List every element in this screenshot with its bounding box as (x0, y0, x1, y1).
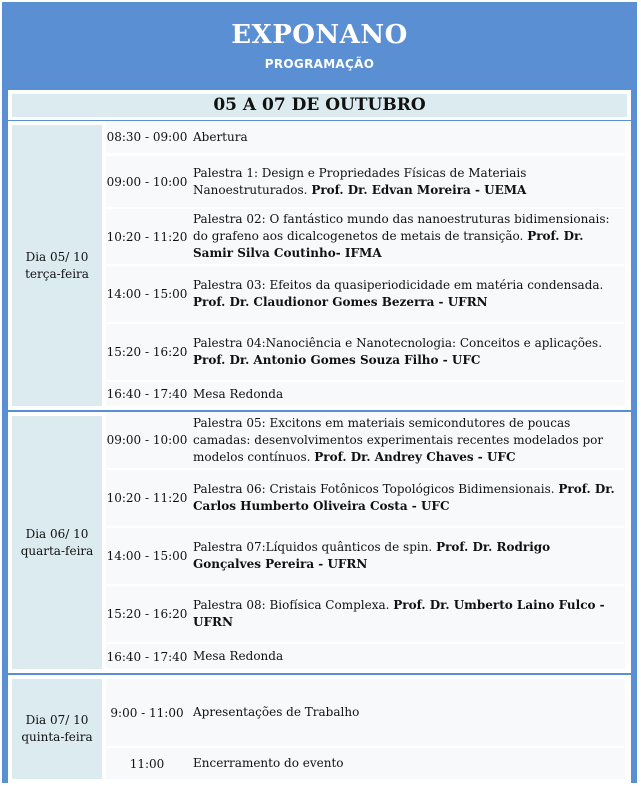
session-title: Encerramento do evento (193, 756, 344, 770)
event-title: EXPONANO (231, 20, 408, 50)
session-description (188, 277, 625, 311)
event-subtitle: PROGRAMAÇÃO (264, 57, 375, 71)
session-speaker: Prof. Dr. Andrey Chaves - UFC (314, 449, 516, 464)
day-block (8, 412, 631, 673)
day-date: Dia 07/ 10 (25, 713, 89, 727)
day-date: Dia 05/ 10 (25, 249, 89, 264)
day-weekday: quarta-feira (20, 543, 94, 558)
day-weekday: terça-feira (25, 266, 89, 281)
session-description (188, 415, 625, 466)
session-description (188, 386, 625, 403)
session-description (188, 335, 625, 369)
day-date: Dia 06/ 10 (25, 526, 89, 541)
schedule-frame (2, 2, 637, 783)
session-row (106, 586, 625, 642)
day-block (8, 675, 631, 783)
session-speaker: Prof. Dr. Samir Silva Coutinho- IFMA (193, 229, 584, 260)
session-title: Palestra 02: O fantástico mundo das nanoestruturas bidimensionais: do grafeno aos dicalcogenetos de metais de transição. (193, 212, 610, 243)
session-speaker: Prof. Dr. Claudionor Gomes Bezerra - UFRN (193, 295, 488, 309)
header (2, 2, 637, 88)
session-time: 10:20 - 11:20 (106, 229, 188, 244)
session-title: Palestra 05: Excitons em materiais semicondutores de poucas camadas: desenvolvimentos experimentais recentes modelados por modelos contínuos. (193, 415, 604, 464)
session-title: Palestra 1: Design e Propriedades Físicas de Materiais Nanoestruturados. (193, 165, 527, 197)
session-row (106, 209, 625, 264)
session-description (188, 211, 625, 262)
session-row (106, 382, 625, 406)
date-range: 05 A 07 DE OUTUBRO (12, 94, 627, 117)
date-range-box (8, 90, 631, 120)
session-row (106, 644, 625, 669)
session-speaker: Prof. Dr. Umberto Laino Fulco - UFRN (193, 598, 605, 629)
session-speaker: Prof. Dr. Carlos Humberto Oliveira Costa - UFC (193, 482, 615, 513)
session-title: Palestra 04:Nanociência e Nanotecnologia: Conceitos e aplicações. (193, 336, 603, 350)
session-time: 08:30 - 09:00 (106, 130, 188, 144)
session-description (188, 597, 625, 631)
session-description (188, 165, 625, 199)
session-row (106, 748, 625, 779)
session-description (188, 481, 625, 515)
session-row (106, 121, 625, 153)
session-title: Palestra 06: Cristais Fotônicos Topológicos Bidimensionais. (193, 482, 555, 496)
session-speaker: Prof. Dr. Edvan Moreira - UEMA (311, 182, 527, 197)
session-title: Apresentações de Trabalho (193, 705, 360, 719)
day-label (12, 125, 102, 406)
session-description (188, 704, 625, 721)
session-time: 15:20 - 16:20 (106, 607, 188, 621)
session-title: Palestra 07:Líquidos quânticos de spin. (193, 540, 433, 554)
session-row (106, 470, 625, 526)
session-description (188, 129, 625, 146)
session-title: Mesa Redonda (193, 386, 284, 401)
day-label (12, 679, 102, 779)
session-time: 9:00 - 11:00 (110, 705, 184, 720)
session-row (106, 324, 625, 380)
day-block (8, 121, 631, 410)
session-title: Palestra 03: Efeitos da quasiperiodicidade em matéria condensada. (193, 278, 604, 292)
session-time: 16:40 - 17:40 (106, 649, 188, 664)
session-time: 14:00 - 15:00 (106, 549, 188, 563)
session-time: 09:00 - 10:00 (106, 433, 188, 447)
session-title: Mesa Redonda (193, 649, 284, 663)
session-speaker: Prof. Dr. Antonio Gomes Souza Filho - UFC (193, 353, 481, 367)
session-description (188, 755, 625, 772)
session-title: Abertura (193, 129, 248, 144)
day-weekday: quinta-feira (21, 730, 93, 744)
session-row (106, 528, 625, 584)
session-time: 09:00 - 10:00 (106, 174, 188, 189)
session-title: Palestra 08: Biofísica Complexa. (193, 598, 390, 612)
session-row (106, 266, 625, 322)
session-description (188, 648, 625, 665)
session-time: 15:20 - 16:20 (106, 345, 188, 359)
session-time: 14:00 - 15:00 (106, 287, 188, 301)
session-time: 16:40 - 17:40 (106, 387, 188, 401)
session-row (106, 412, 625, 468)
session-row (106, 679, 625, 746)
session-row (106, 156, 625, 207)
session-time: 10:20 - 11:20 (106, 491, 188, 505)
session-description (188, 539, 625, 573)
session-speaker: Prof. Dr. Rodrigo Gonçalves Pereira - UFRN (193, 540, 551, 571)
day-label (12, 416, 102, 669)
session-time: 11:00 (129, 756, 165, 771)
